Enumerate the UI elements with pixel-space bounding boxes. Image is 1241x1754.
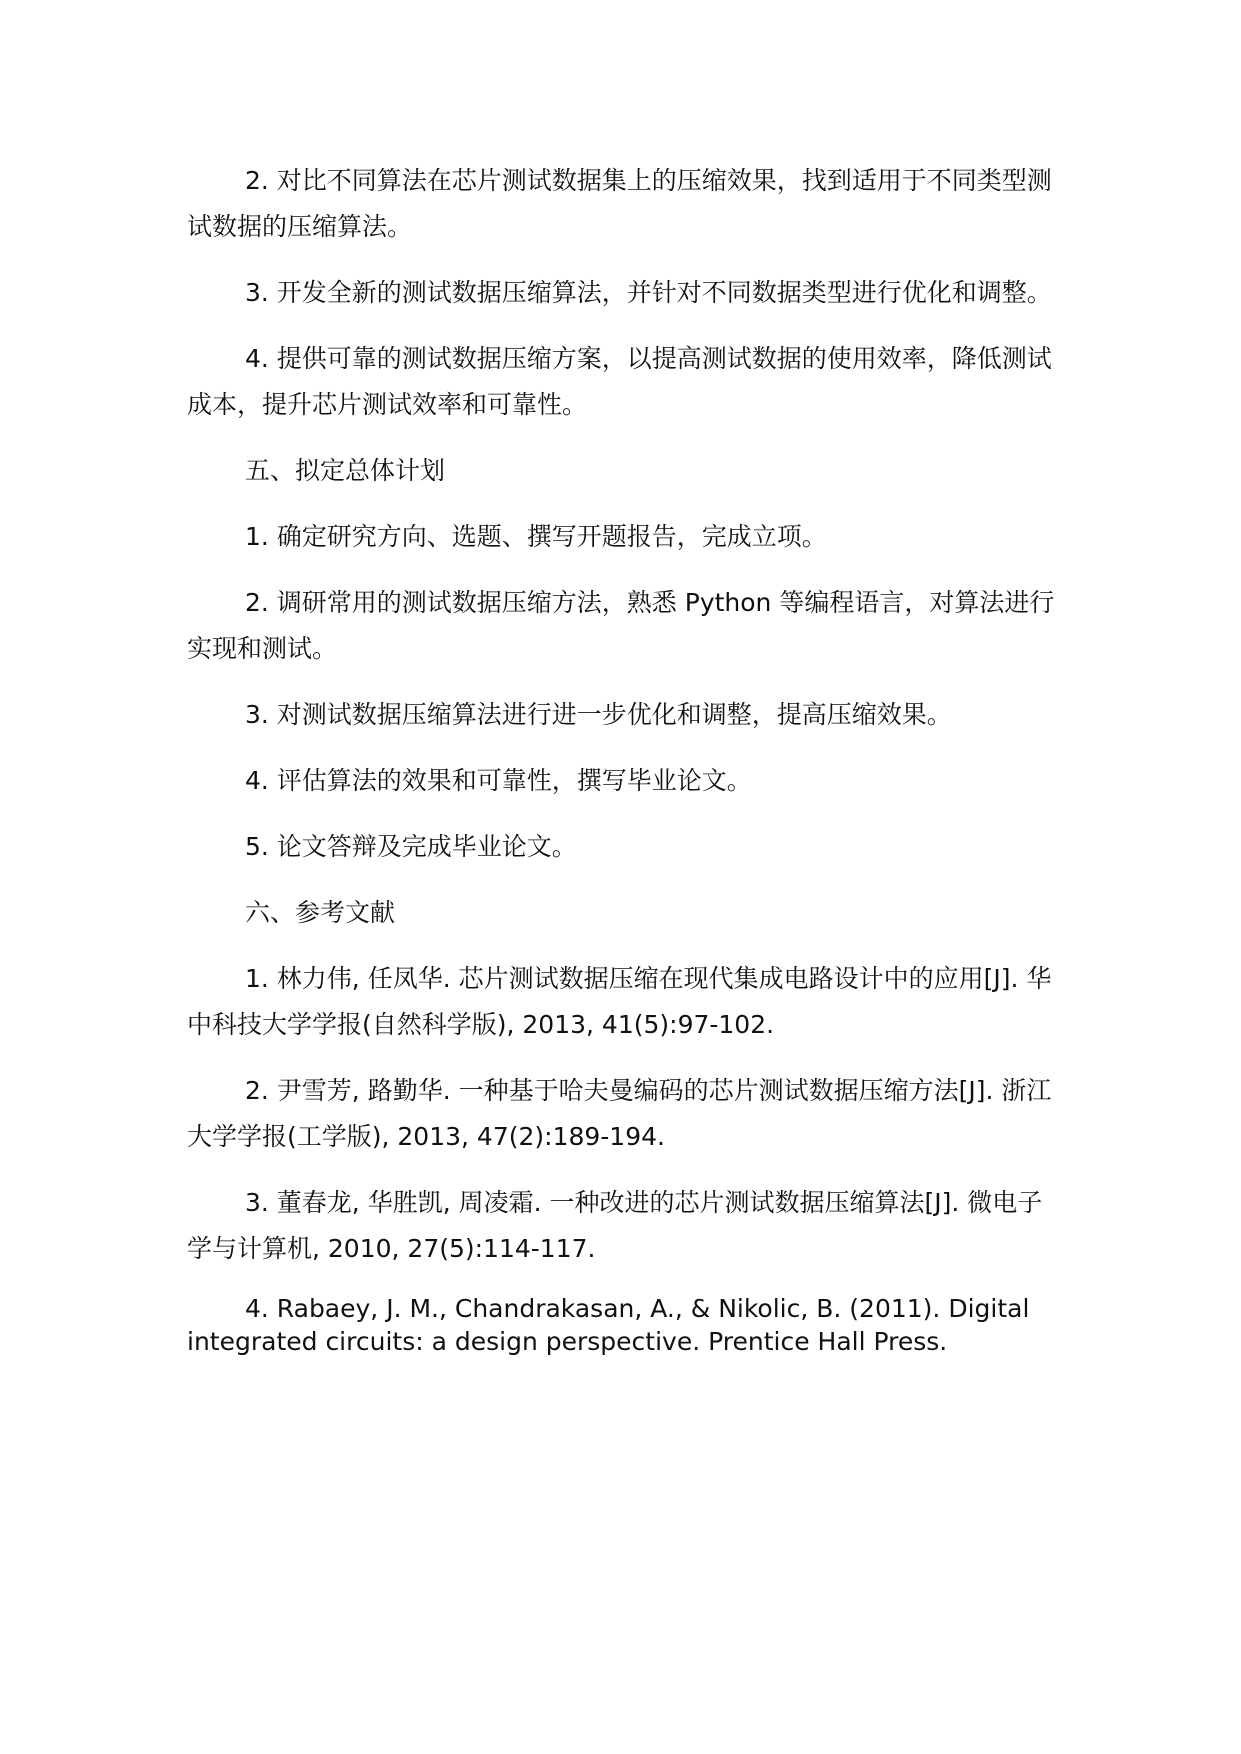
plan-item-2: 2. 调研常用的测试数据压缩方法，熟悉 Python 等编程语言，对算法进行实现和测试。 (187, 588, 1055, 663)
goal-item-2: 2. 对比不同算法在芯片测试数据集上的压缩效果，找到适用于不同类型测试数据的压缩算法。 (187, 166, 1052, 241)
reference-item-3: 3. 董春龙, 华胜凯, 周凌霜. 一种改进的芯片测试数据压缩算法[J]. 微电子学与计算机, 2010, 27(5):114-117. (187, 1188, 1043, 1263)
reference-item-1: 1. 林力伟, 任凤华. 芯片测试数据压缩在现代集成电路设计中的应用[J]. 华中科技大学学报(自然科学版), 2013, 41(5):97-102. (187, 964, 1052, 1039)
goal-item-4: 4. 提供可靠的测试数据压缩方案，以提高测试数据的使用效率，降低测试成本，提升芯片测试效率和可靠性。 (187, 344, 1052, 419)
reference-item-4: 4. Rabaey, J. M., Chandrakasan, A., & Nikolic, B. (2011). Digital integrated circuits: a design perspective. Prentice Hall Press. (187, 1294, 1030, 1356)
goal-item-3: 3. 开发全新的测试数据压缩算法，并针对不同数据类型进行优化和调整。 (245, 278, 1052, 307)
plan-item-3: 3. 对测试数据压缩算法进行进一步优化和调整，提高压缩效果。 (245, 700, 952, 729)
reference-item-2: 2. 尹雪芳, 路勤华. 一种基于哈夫曼编码的芯片测试数据压缩方法[J]. 浙江大学学报(工学版), 2013, 47(2):189-194. (187, 1076, 1052, 1151)
section-heading-plan: 五、拟定总体计划 (245, 456, 446, 485)
plan-item-1: 1. 确定研究方向、选题、撰写开题报告，完成立项。 (245, 522, 827, 551)
section-heading-references: 六、参考文献 (245, 898, 396, 927)
document-body (187, 158, 1067, 1378)
plan-item-4: 4. 评估算法的效果和可靠性，撰写毕业论文。 (245, 766, 752, 795)
plan-item-5: 5. 论文答辩及完成毕业论文。 (245, 832, 577, 861)
